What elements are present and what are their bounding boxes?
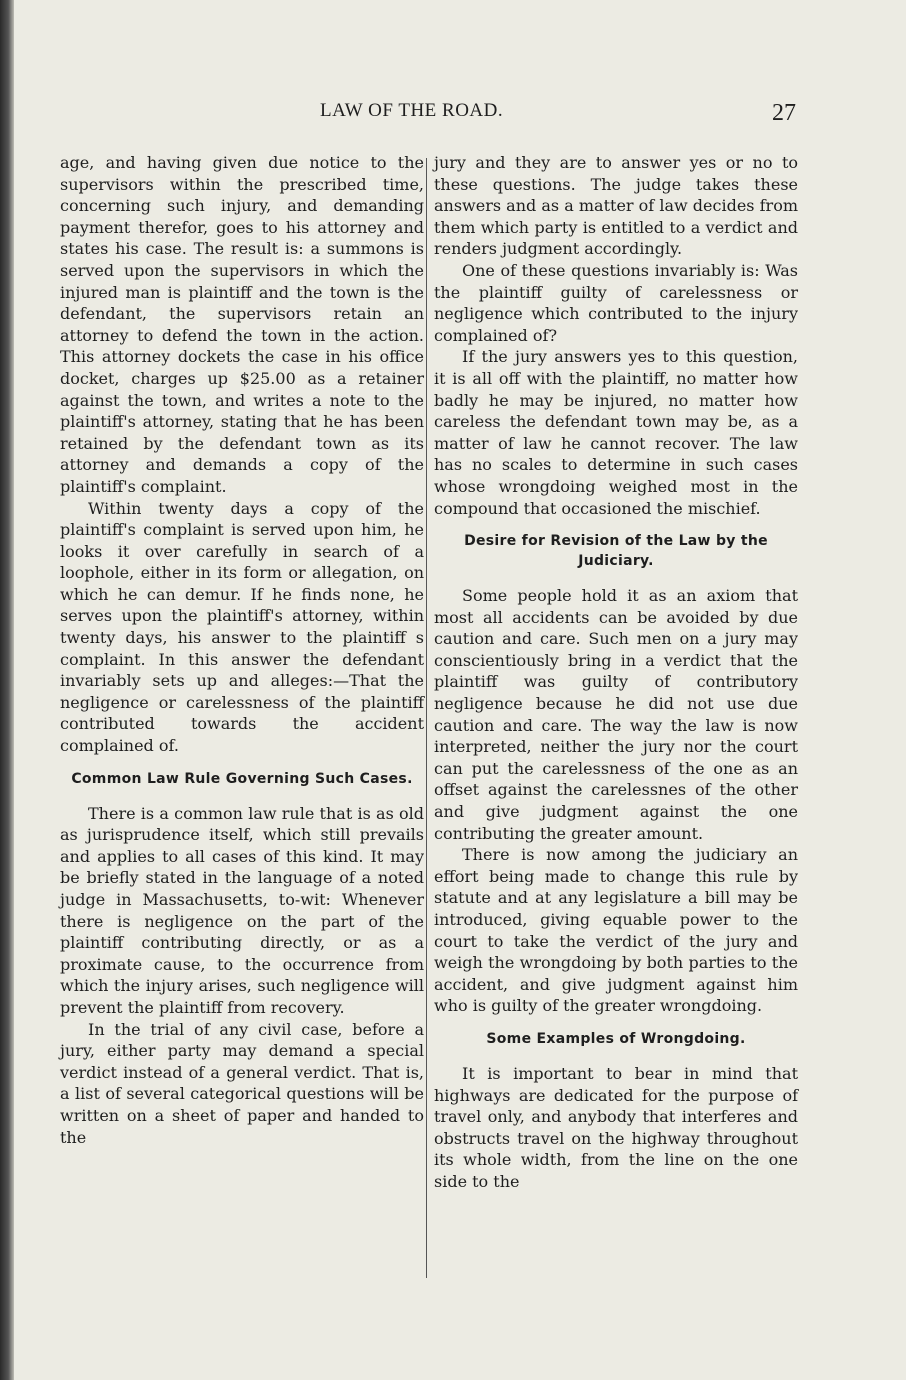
paragraph: If the jury answers yes to this question, it is all off with the plaintiff, no matter how badly he may be injured, no matter how careless the defendant town may be, as a matter of law he cannot recover. The law has no scales to determine in such cases whose wrongdoing weighed most in the compound that occasioned the mischief.	[434, 347, 798, 518]
paragraph: age, and having given due notice to the supervisors within the prescribed time, concerning such injury, and demanding payment therefor, goes to his attorney and states his case. The result is: a summons is served upon the supervisors in which the injured man is plaintiff and the town is the defendant, the supervisors retain an attorney to defend the town in the action. This attorney dockets the case in his office docket, charges up $25.00 as a retainer against the town, and writes a note to the plaintiff's attorney, stating that he has been retained by the defendant town as its attorney and demands a copy of the plaintiff's complaint.	[60, 153, 424, 496]
section-heading: Desire for Revision of the Law by the Judiciary.	[464, 533, 768, 570]
section-heading: Common Law Rule Governing Such Cases.	[71, 770, 413, 787]
page-header	[60, 100, 796, 130]
paragraph: One of these questions invariably is: Was the plaintiff guilty of carelessness or negligence which contributed to the injury complained of?	[434, 260, 798, 345]
paragraph: There is a common law rule that is as old as jurisprudence itself, which still prevails and applies to all cases of this kind. It may be briefly stated in the language of a noted judge in Massachusetts, to-wit: Whenever there is negligence on the part of the plaintiff contributing directly, or as a proximate cause, to the occurrence from which the injury arises, such negligence will prevent the plaintiff from recovery.	[60, 803, 424, 1017]
paragraph: Some people hold it as an axiom that most all accidents can be avoided by due caution and care. Such men on a jury may conscientiously bring in a verdict that the plaintiff was guilty of contributory negligence because he did not use due caution and care. The way the law is now interpreted, neither the jury nor the court can put the carelessness of the one as an offset against the carelessnes of the other and give judgment against the one contributing the greater amount.	[434, 586, 798, 843]
paragraph: Within twenty days a copy of the plaintiff's complaint is served upon him, he looks it over carefully in search of a loophole, either in its form or allegation, on which he can demur. If he finds none, he serves upon the plaintiff's attorney, within twenty days, his answer to the plaintiff s complaint. In this answer the defendant invariably sets up and alleges:—That the negligence or carelessness of the plaintiff contributed towards the accident complained of.	[60, 498, 424, 756]
paragraph: There is now among the judiciary an effort being made to change this rule by statute and at any legislature a bill may be introduced, giving equable power to the court to take the verdict of the jury and weigh the wrongdoing by both parties to the accident, and give judgment against him who is guilty of the greater wrongdoing.	[434, 845, 798, 1016]
paragraph: It is important to bear in mind that highways are dedicated for the purpose of travel only, and anybody that interferes and obstructs travel on the highway throughout its whole width, from the line on the one side to the	[434, 1063, 798, 1191]
page-binding-shadow	[0, 0, 14, 1380]
paragraph: jury and they are to answer yes or no to these questions. The judge takes these answers and as a matter of law decides from them which party is entitled to a verdict and renders judgment accordingly.	[434, 153, 798, 259]
page-number: 27	[772, 100, 796, 126]
right-column	[434, 152, 798, 1193]
section-heading: Some Examples of Wrongdoing.	[486, 1030, 746, 1047]
left-column	[60, 152, 424, 1148]
column-divider	[426, 158, 427, 1278]
paragraph: In the trial of any civil case, before a jury, either party may demand a special verdict instead of a general verdict. That is, a list of several categorical questions will be written on a sheet of paper and handed to the	[60, 1019, 424, 1147]
running-title: LAW OF THE ROAD.	[320, 100, 504, 121]
